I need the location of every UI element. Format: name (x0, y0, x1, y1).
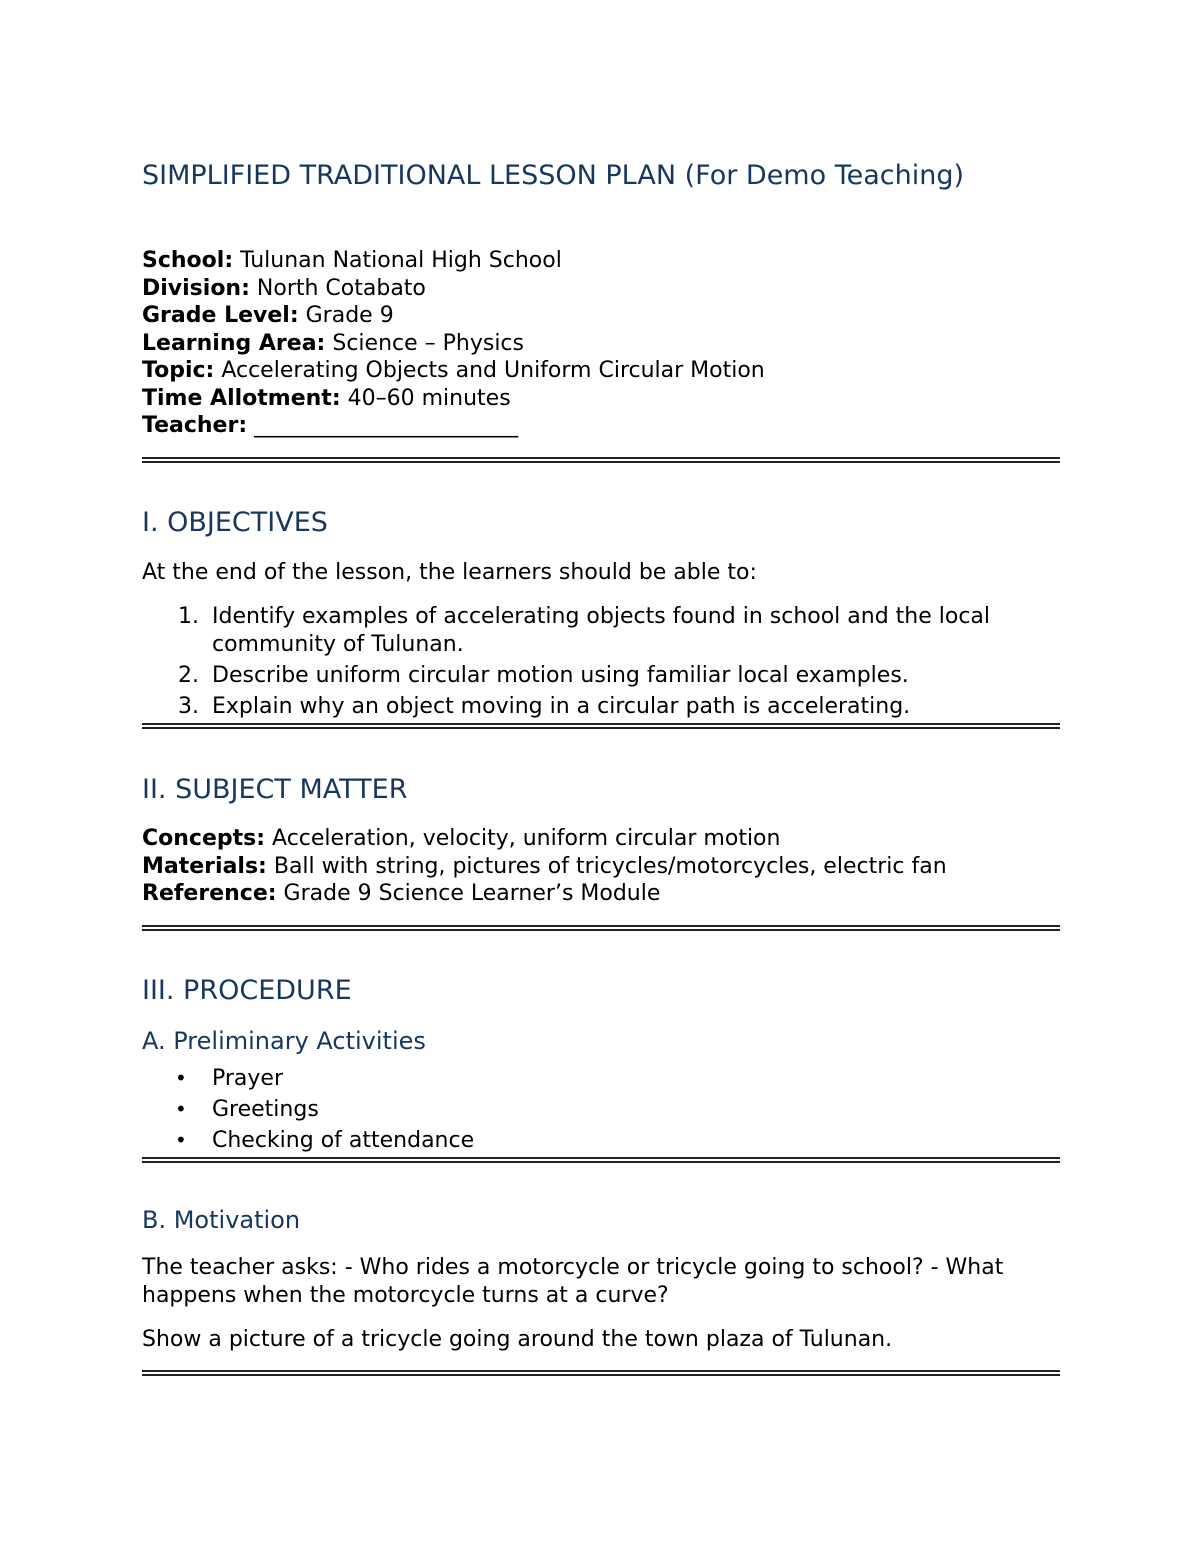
meta-label: Division: (142, 275, 250, 301)
meta-label: Grade Level: (142, 303, 299, 328)
meta-topic (142, 357, 765, 385)
motivation-paragraph: Show a picture of a tricycle going around the town plaza of Tulunan. (142, 1327, 893, 1352)
meta-learning-area (142, 330, 765, 358)
subject-matter-heading: II. SUBJECT MATTER (142, 774, 408, 805)
list-item (142, 1065, 1060, 1093)
section-divider (142, 457, 1060, 463)
bullet-icon: • (175, 1128, 187, 1152)
section-divider (142, 1370, 1060, 1376)
list-number: 1. (178, 604, 199, 629)
preliminary-activities-heading: A. Preliminary Activities (142, 1027, 426, 1055)
field-label: Concepts: (142, 826, 266, 851)
field-materials (142, 853, 947, 881)
bullet-icon: • (175, 1066, 187, 1090)
lesson-info (142, 247, 765, 440)
teacher-blank: ________________________ (254, 413, 519, 438)
section-divider (142, 1157, 1060, 1163)
motivation-paragraph: The teacher asks: - Who rides a motorcycle or tricycle going to school? - What happens when the motorcycle turns at a curve? (142, 1255, 1004, 1308)
objectives-heading: I. OBJECTIVES (142, 507, 328, 538)
preliminary-activities-list (142, 1065, 1060, 1158)
field-label: Materials: (142, 853, 267, 879)
meta-grade-level (142, 302, 765, 330)
section-divider (142, 925, 1060, 931)
meta-label: Time Allotment: (142, 385, 341, 411)
list-item (142, 603, 1060, 658)
meta-value: Science – Physics (332, 330, 524, 356)
motivation-heading: B. Motivation (142, 1206, 301, 1234)
list-item-text: Identify examples of accelerating objects found in school and the local community of Tulunan. (212, 604, 991, 657)
document-title: SIMPLIFIED TRADITIONAL LESSON PLAN (For Demo Teaching) (142, 160, 965, 191)
list-item-text: Explain why an object moving in a circular path is accelerating. (212, 694, 911, 719)
meta-teacher (142, 412, 765, 440)
meta-value: Accelerating Objects and Uniform Circular Motion (221, 358, 765, 383)
meta-value: North Cotabato (256, 275, 426, 301)
field-value: Acceleration, velocity, uniform circular motion (272, 826, 781, 851)
meta-value: Tulunan National High School (240, 248, 562, 273)
section-divider (142, 723, 1060, 729)
meta-school (142, 247, 765, 275)
meta-value: Grade 9 (305, 303, 394, 328)
list-item (142, 1096, 1060, 1124)
field-concepts (142, 825, 947, 853)
list-number: 2. (178, 663, 199, 688)
subject-matter-fields (142, 825, 947, 908)
meta-label: Learning Area: (142, 330, 326, 356)
meta-label: Teacher: (142, 413, 248, 438)
field-reference (142, 880, 947, 908)
field-value: Grade 9 Science Learner’s Module (283, 881, 661, 906)
procedure-heading: III. PROCEDURE (142, 975, 352, 1006)
list-item-text: Greetings (212, 1097, 319, 1122)
list-number: 3. (178, 694, 199, 719)
list-item-text: Prayer (212, 1066, 284, 1091)
objectives-list (142, 603, 1060, 724)
list-item-text: Checking of attendance (212, 1128, 475, 1153)
list-item (142, 662, 1060, 690)
meta-value: 40–60 minutes (347, 385, 511, 411)
meta-time-allotment (142, 385, 765, 413)
list-item (142, 693, 1060, 721)
meta-label: School: (142, 248, 234, 273)
list-item (142, 1127, 1060, 1155)
meta-division (142, 275, 765, 303)
field-label: Reference: (142, 881, 277, 906)
list-item-text: Describe uniform circular motion using familiar local examples. (212, 663, 909, 688)
objectives-intro: At the end of the lesson, the learners should be able to: (142, 560, 757, 585)
bullet-icon: • (175, 1097, 187, 1121)
meta-label: Topic: (142, 358, 215, 383)
field-value: Ball with string, pictures of tricycles/motorcycles, electric fan (273, 853, 947, 879)
